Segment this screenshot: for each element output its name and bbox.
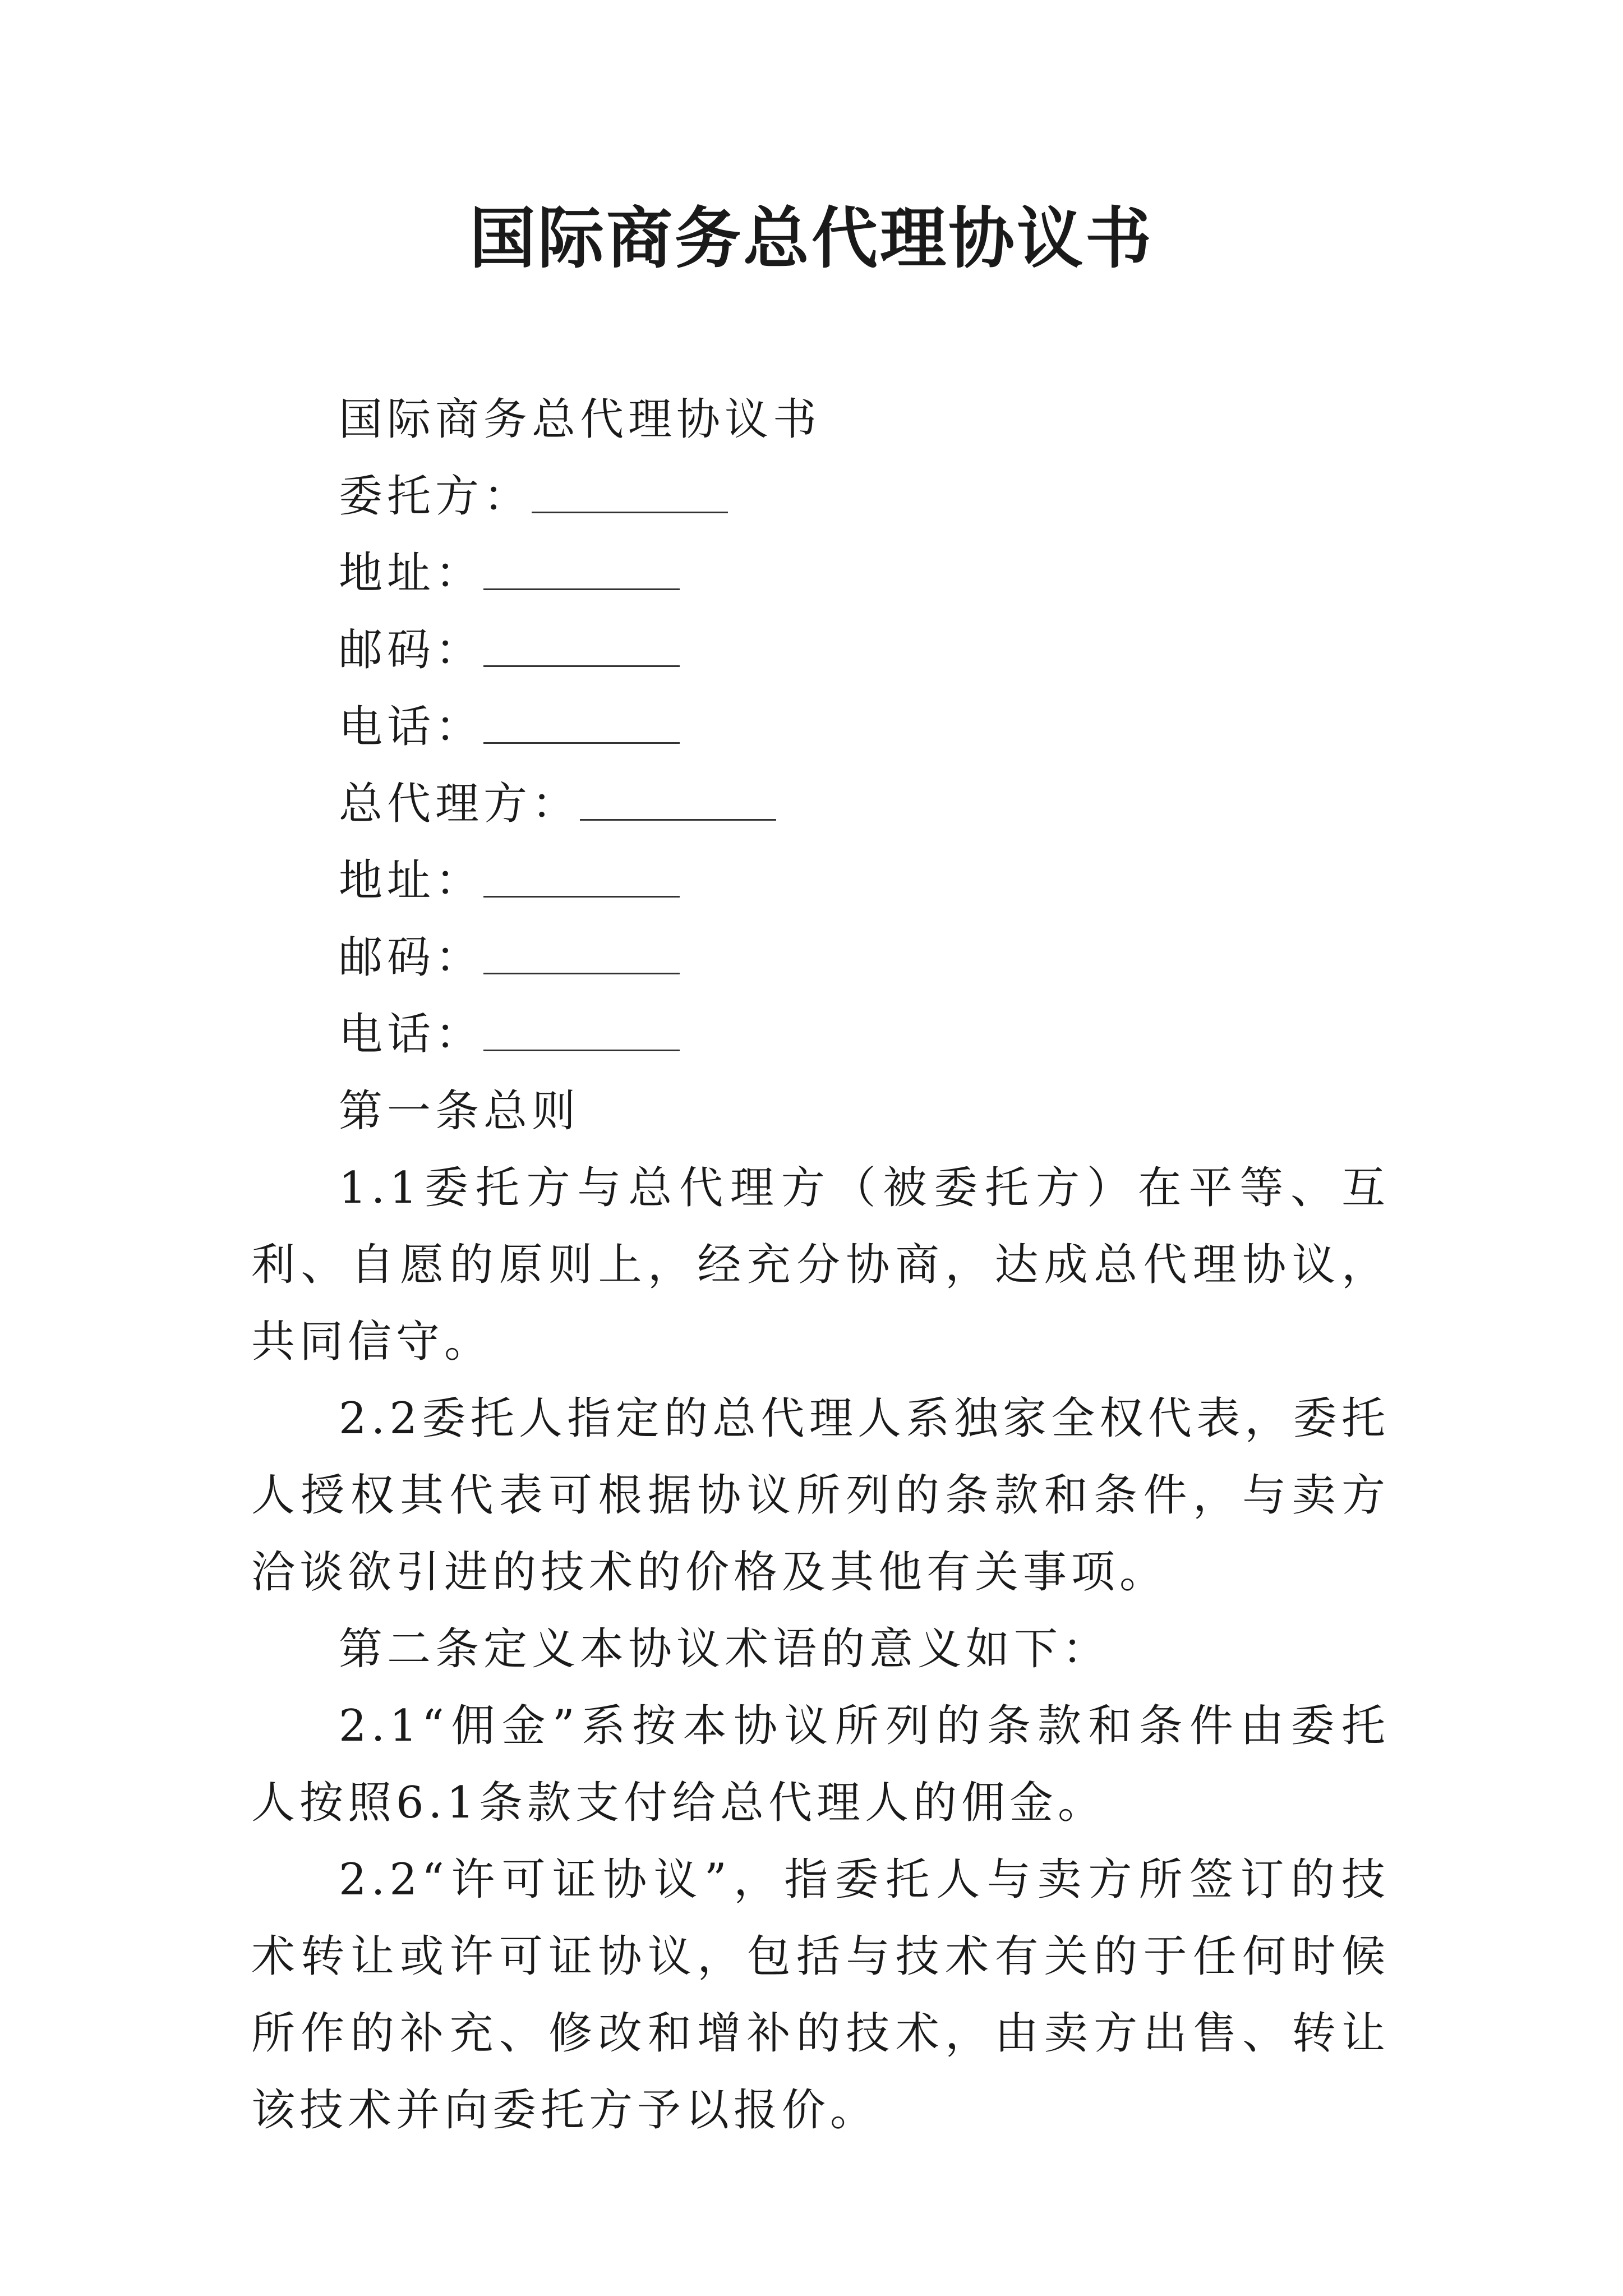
header-line-client-phone <box>251 689 1390 766</box>
document-title: 国际商务总代理协议书 <box>469 199 1154 277</box>
client-address-label: 地址： <box>339 548 484 599</box>
header-line-agent <box>251 766 1390 843</box>
client-phone-label: 电话： <box>339 702 484 752</box>
header-line-client-address <box>251 535 1390 612</box>
agent-address-blank[interactable] <box>483 862 680 898</box>
client-postcode-label: 邮码： <box>339 625 484 675</box>
agent-label: 总代理方： <box>339 779 580 829</box>
header-line-client-postcode <box>251 612 1390 689</box>
header-line-agent-phone <box>251 996 1390 1073</box>
client-address-blank[interactable] <box>483 555 680 590</box>
header-label: 国际商务总代理协议书 <box>339 394 822 445</box>
agent-name-blank[interactable] <box>580 785 776 821</box>
client-phone-blank[interactable] <box>483 708 680 744</box>
document-body <box>251 381 1390 2149</box>
client-postcode-blank[interactable] <box>483 632 680 667</box>
agent-phone-blank[interactable] <box>483 1016 680 1051</box>
agent-postcode-label: 邮码： <box>339 932 484 983</box>
clause-2-2-authority: 2.2委托人指定的总代理人系独家全权代表，委托人授权其代表可根据协议所列的条款和条件，与卖方洽谈欲引进的技术的价格及其他有关事项。 <box>251 1393 1390 1598</box>
client-name-blank[interactable] <box>532 478 728 513</box>
agent-address-label: 地址： <box>339 855 484 906</box>
header-line-agent-postcode <box>251 919 1390 996</box>
client-label: 委托方： <box>339 471 532 522</box>
header-line-client <box>251 458 1390 535</box>
clause-2-1-commission: 2.1“佣金”系按本协议所列的条款和条件由委托人按照6.1条款支付给总代理人的佣金。 <box>251 1701 1390 1828</box>
article-2-heading: 第二条定义本协议术语的意义如下： <box>339 1624 1111 1674</box>
clause-1-1: 1.1委托方与总代理方（被委托方）在平等、互利、自愿的原则上，经充分协商，达成总代理协议，共同信守。 <box>251 1163 1390 1367</box>
header-line-agent-address <box>251 843 1390 919</box>
header-line-doc-name <box>251 381 1390 458</box>
article-1-heading: 第一条总则 <box>339 1086 580 1137</box>
clause-2-2-license-agreement: 2.2“许可证协议”，指委托人与卖方所签订的技术转让或许可证协议，包括与技术有关的于任何时候所作的补充、修改和增补的技术，由卖方出售、转让该技术并向委托方予以报价。 <box>251 1855 1390 2136</box>
agent-postcode-blank[interactable] <box>483 939 680 974</box>
agent-phone-label: 电话： <box>339 1009 484 1060</box>
